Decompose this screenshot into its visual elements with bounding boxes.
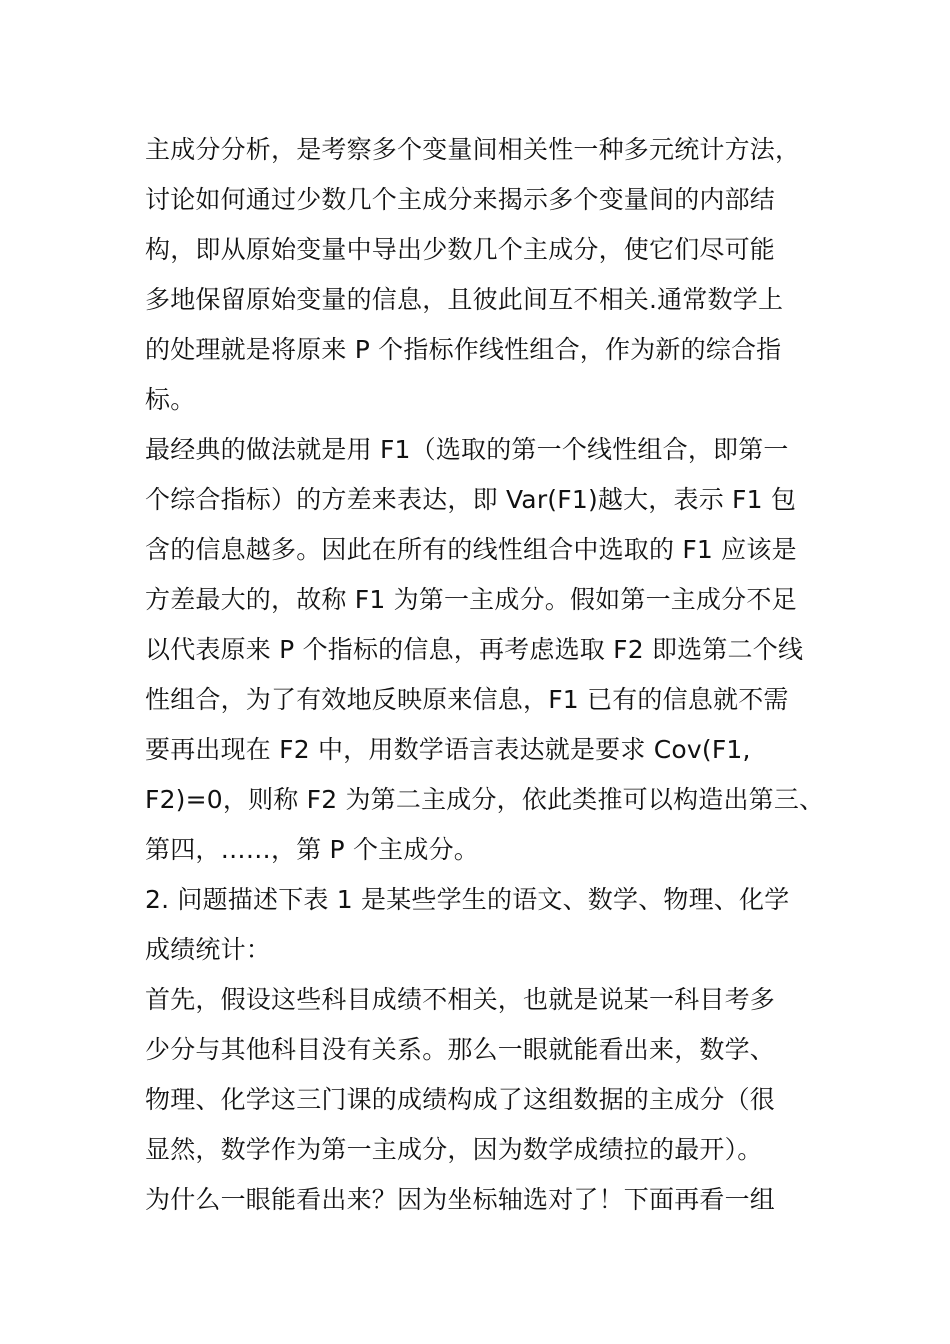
text-line: 第四，……，第 P 个主成分。 <box>145 835 479 864</box>
text-line: 最经典的做法就是用 F1（选取的第一个线性组合，即第一 <box>145 435 789 464</box>
text-line: 要再出现在 F2 中，用数学语言表达就是要求 Cov(F1, <box>145 735 751 764</box>
text-line: 少分与其他科目没有关系。那么一眼就能看出来，数学、 <box>145 1035 776 1064</box>
text-line: 标。 <box>145 385 196 414</box>
text-line: 显然，数学作为第一主成分，因为数学成绩拉的最开）。 <box>145 1135 763 1164</box>
text-line: 多地保留原始变量的信息，且彼此间互不相关.通常数学上 <box>145 285 784 314</box>
text-line: 个综合指标）的方差来表达，即 Var(F1)越大，表示 F1 包 <box>145 485 797 514</box>
text-line: 的处理就是将原来 P 个指标作线性组合，作为新的综合指 <box>145 335 782 364</box>
text-line: 成绩统计： <box>145 935 272 964</box>
text-line: F2)=0，则称 F2 为第二主成分，依此类推可以构造出第三、 <box>145 785 825 814</box>
text-line: 物理、化学这三门课的成绩构成了这组数据的主成分（很 <box>145 1085 776 1114</box>
text-line: 讨论如何通过少数几个主成分来揭示多个变量间的内部结 <box>145 185 776 214</box>
text-line: 方差最大的，故称 F1 为第一主成分。假如第一主成分不足 <box>145 585 797 614</box>
text-line: 首先，假设这些科目成绩不相关，也就是说某一科目考多 <box>145 985 776 1014</box>
text-line: 含的信息越多。因此在所有的线性组合中选取的 F1 应该是 <box>145 535 797 564</box>
text-line: 2. 问题描述下表 1 是某些学生的语文、数学、物理、化学 <box>145 885 790 914</box>
text-line: 以代表原来 P 个指标的信息，再考虑选取 F2 即选第二个线 <box>145 635 804 664</box>
text-line: 构，即从原始变量中导出少数几个主成分，使它们尽可能 <box>145 235 776 264</box>
text-line: 性组合，为了有效地反映原来信息，F1 已有的信息就不需 <box>145 685 789 714</box>
text-line: 为什么一眼能看出来？因为坐标轴选对了！下面再看一组 <box>145 1185 776 1214</box>
document-body <box>145 125 825 1225</box>
text-line: 主成分分析，是考察多个变量间相关性一种多元统计方法， <box>145 135 801 164</box>
